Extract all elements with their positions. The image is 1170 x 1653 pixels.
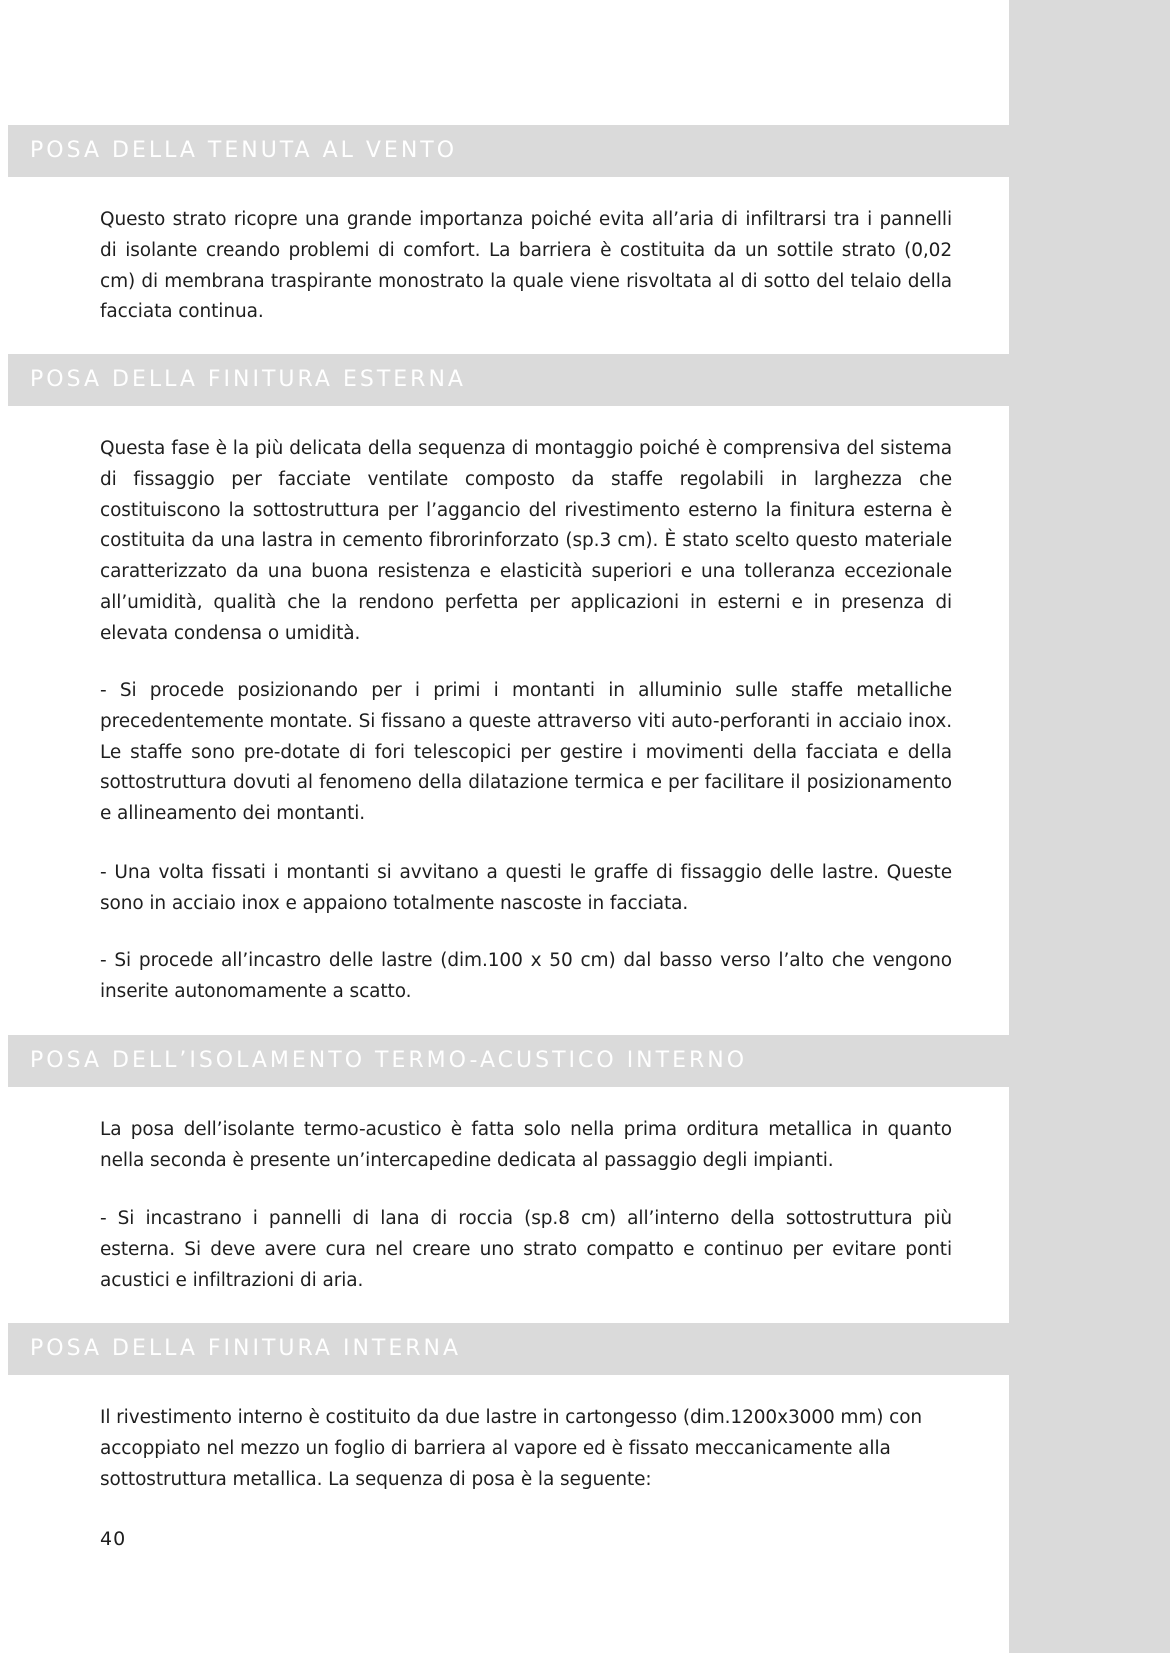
section-header-1	[8, 125, 1170, 177]
paragraph: - Si incastrano i pannelli di lana di roccia (sp.8 cm) all’interno della sottostruttura più esterna. Si deve avere cura nel creare uno strato compatto e continuo per evitare ponti acustici e infiltrazioni di aria.	[100, 1208, 952, 1291]
paragraph: Questa fase è la più delicata della sequenza di montaggio poiché è comprensiva del sistema di fissaggio per facciate ventilate composto da staffe regolabili in larghezza che costituiscono la sottostruttura per l’aggancio del rivestimento esterno la finitura esterna è costituita da una lastra in cemento fibrorinforzato (sp.3 cm). È stato scelto questo materiale caratterizzato da una buona resistenza e elasticità superiori e una tolleranza eccezionale all’umidità, qualità che la rendono perfetta per applicazioni in esterni e in presenza di elevata condensa o umidità.	[100, 438, 952, 644]
section-title: POSA DELL’ISOLAMENTO TERMO-ACUSTICO INTERNO	[30, 1048, 748, 1073]
paragraph: Questo strato ricopre una grande importanza poiché evita all’aria di infiltrarsi tra i pannelli di isolante creando problemi di comfort. La barriera è costituita da un sottile strato (0,02 cm) di membrana traspirante monostrato la quale viene risvoltata al di sotto del telaio della facciata continua.	[100, 209, 952, 323]
paragraph: Il rivestimento interno è costituito da due lastre in cartongesso (dim.1200x3000 mm) con accoppiato nel mezzo un foglio di barriera al vapore ed è fissato meccanicamente alla sottostruttura metallica. La sequenza di posa è la seguente:	[100, 1407, 923, 1490]
section-title: POSA DELLA FINITURA ESTERNA	[30, 367, 466, 392]
section-title: POSA DELLA FINITURA INTERNA	[30, 1336, 462, 1361]
paragraph: La posa dell’isolante termo-acustico è fatta solo nella prima orditura metallica in quanto nella seconda è presente un’intercapedine dedicata al passaggio degli impianti.	[100, 1119, 952, 1171]
section-header-3	[8, 1035, 1170, 1087]
section-header-2	[8, 354, 1170, 406]
paragraph: - Si procede posizionando per i primi i montanti in alluminio sulle staffe metalliche precedentemente montate. Si fissano a queste attraverso viti auto-perforanti in acciaio inox. Le staffe sono pre-dotate di fori telescopici per gestire i movimenti della facciata e della sottostruttura dovuti al fenomeno della dilatazione termica e per facilitare il posizionamento e allineamento dei montanti.	[100, 680, 952, 825]
section-title: POSA DELLA TENUTA AL VENTO	[30, 138, 458, 163]
section-header-4	[8, 1323, 1170, 1375]
paragraph: - Si procede all’incastro delle lastre (dim.100 x 50 cm) dal basso verso l’alto che vengono inserite autonomamente a scatto.	[100, 950, 952, 1002]
side-margin-band	[1009, 0, 1170, 1653]
paragraph: - Una volta fissati i montanti si avvitano a questi le graffe di fissaggio delle lastre. Queste sono in acciaio inox e appaiono totalmente nascoste in facciata.	[100, 862, 952, 914]
page-number: 40	[100, 1528, 127, 1550]
